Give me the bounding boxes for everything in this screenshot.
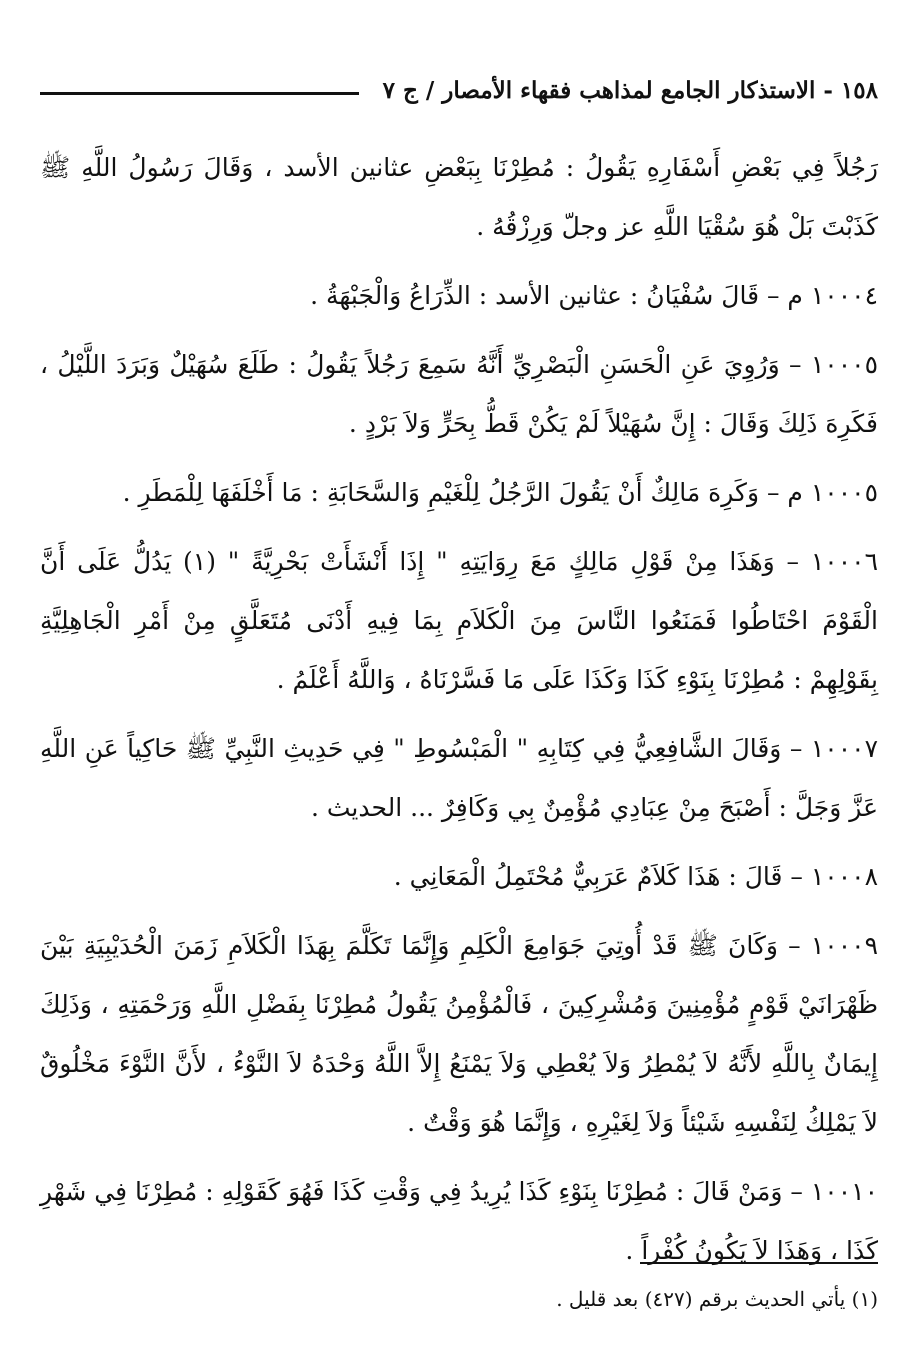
main-text xyxy=(40,138,878,1290)
paragraph: ١٠٠٠٨ – قَالَ : هَذَا كَلاَمٌ عَرَبِيٌّ مُحْتَمِلُ الْمَعَانِي . xyxy=(393,862,878,891)
paragraph: ١٠٠١٠ – وَمَنْ قَالَ : مُطِرْنَا بِنَوْءِ كَذَا يُرِيدُ فِي وَقْتِ كَذَا فَهُوَ كَقَوْلِهِ : مُطِرْنَا فِي شَهْرِ كَذَا ، وَهَذَا لاَ يَكُونُ كُفْراً . xyxy=(40,1177,878,1265)
header-rule xyxy=(40,92,359,95)
paragraph: ١٠٠٠٧ – وَقَالَ الشَّافِعِيُّ فِي كِتَابِهِ " الْمَبْسُوطِ " فِي حَدِيثِ النَّبِيِّ ﷺ حَاكِياً عَنِ اللَّهِ عَزَّ وَجَلَّ : أَصْبَحَ مِنْ عِبَادِي مُؤْمِنٌ بِي وَكَافِرٌ ... الحديث . xyxy=(40,734,878,822)
page-header xyxy=(40,68,878,112)
paragraph: رَجُلاً فِي بَعْضِ أَسْفَارِهِ يَقُولُ : مُطِرْنَا بِبَعْضِ عثانين الأسد ، وَقَالَ رَسُولُ اللَّهِ ﷺ كَذَبْتَ بَلْ هُوَ سُقْيَا اللَّهِ عز وجلّ وَرِزْقُهُ . xyxy=(40,153,878,241)
paragraph: ١٠٠٠٤ م – قَالَ سُفْيَانُ : عثانين الأسد : الذِّرَاعُ وَالْجَبْهَةُ . xyxy=(310,281,878,310)
running-head: ١٥٨ - الاستذكار الجامع لمذاهب فقهاء الأمصار / ج ٧ xyxy=(382,76,878,104)
footnote: (١) يأتي الحديث برقم (٤٢٧) بعد قليل . xyxy=(556,1287,878,1311)
paragraph: ١٠٠٠٦ – وَهَذَا مِنْ قَوْلِ مَالِكٍ مَعَ رِوَايَتِهِ " إِذَا أَنْشَأَتْ بَحْرِيَّةً " (١) يَدُلُّ عَلَى أَنَّ الْقَوْمَ احْتَاطُوا فَمَنَعُوا النَّاسَ مِنَ الْكَلاَمِ بِمَا فِيهِ أَدْنَى مُتَعَلَّقٍ مِنْ أَمْرِ الْجَاهِلِيَّةِ بِقَوْلِهِمْ : مُطِرْنَا بِنَوْءِ كَذَا وَكَذَا عَلَى مَا فَسَّرْنَاهُ ، وَاللَّهُ أَعْلَمُ . xyxy=(40,547,878,694)
paragraph: ١٠٠٠٥ – وَرُوِيَ عَنِ الْحَسَنِ الْبَصْرِيِّ أَنَّهُ سَمِعَ رَجُلاً يَقُولُ : طَلَعَ سُهَيْلٌ وَبَرَدَ اللَّيْلُ ، فَكَرِهَ ذَلِكَ وَقَالَ : إِنَّ سُهَيْلاً لَمْ يَكُنْ قَطُّ بِحَرٍّ وَلاَ بَرْدٍ . xyxy=(40,350,878,438)
paragraph: ١٠٠٠٥ م – وَكَرِهَ مَالِكٌ أَنْ يَقُولَ الرَّجُلُ لِلْغَيْمِ وَالسَّحَابَةِ : مَا أَخْلَفَهَا لِلْمَطَرِ . xyxy=(122,478,878,507)
footnote-rule xyxy=(640,1262,878,1264)
paragraph: ١٠٠٠٩ – وَكَانَ ﷺ قَدْ أُوتِيَ جَوَامِعَ الْكَلِمِ وَإِنَّمَا تَكَلَّمَ بِهَذَا الْكَلاَمِ زَمَنَ الْحُدَيْبِيَةِ بَيْنَ ظَهْرَانَيْ قَوْمٍ مُؤْمِنِينَ وَمُشْرِكِينَ ، فَالْمُؤْمِنُ يَقُولُ مُطِرْنَا بِفَضْلِ اللَّهِ وَرَحْمَتِهِ ، وَذَلِكَ إِيمَانٌ بِاللَّهِ لأَنَّهُ لاَ يُمْطِرُ وَلاَ يُعْطِي وَلاَ يَمْنَعُ إِلاَّ اللَّهُ وَحْدَهُ لاَ النَّوْءُ ، لأَنَّ النَّوْءَ مَخْلُوقٌ لاَ يَمْلِكُ لِنَفْسِهِ شَيْئاً وَلاَ لِغَيْرِهِ ، وَإِنَّمَا هُوَ وَقْتٌ . xyxy=(40,931,878,1137)
